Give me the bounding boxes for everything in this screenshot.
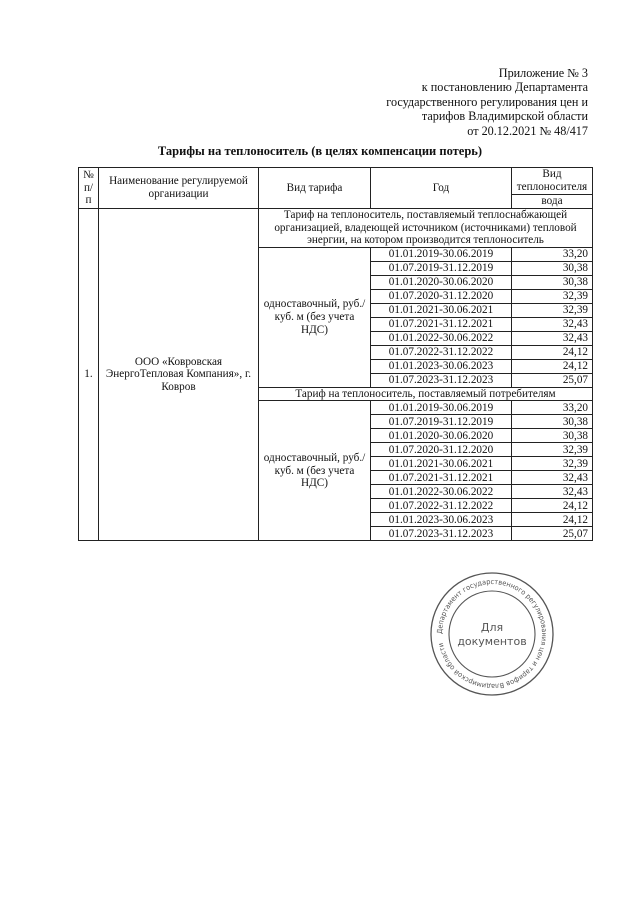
appendix-line: тарифов Владимирской области xyxy=(421,109,588,124)
tariff-value-cell: 24,12 xyxy=(512,359,593,373)
period-cell: 01.07.2020-31.12.2020 xyxy=(371,443,512,457)
header-num: № п/п xyxy=(79,168,99,209)
appendix-header xyxy=(328,66,588,138)
tariff-value-cell: 32,43 xyxy=(512,317,593,331)
tariff-value-cell: 32,39 xyxy=(512,443,593,457)
period-cell: 01.07.2022-31.12.2022 xyxy=(371,499,512,513)
period-cell: 01.01.2021-30.06.2021 xyxy=(371,457,512,471)
period-cell: 01.01.2022-30.06.2022 xyxy=(371,485,512,499)
period-cell: 01.01.2020-30.06.2020 xyxy=(371,429,512,443)
tariff-value-cell: 25,07 xyxy=(512,373,593,387)
section-header-row xyxy=(79,209,593,248)
period-cell: 01.01.2023-30.06.2023 xyxy=(371,359,512,373)
period-cell: 01.07.2021-31.12.2021 xyxy=(371,317,512,331)
period-cell: 01.07.2020-31.12.2020 xyxy=(371,289,512,303)
stamp-ring-text: Департамент государственного регулирования цен и тарифов Владимирской области xyxy=(435,577,549,691)
stamp-center-line-2: документов xyxy=(457,635,527,648)
tariff-type-cell: одноставочный, руб./куб. м (без учета НДС) xyxy=(259,401,371,541)
period-cell: 01.01.2023-30.06.2023 xyxy=(371,513,512,527)
tariff-value-cell: 25,07 xyxy=(512,527,593,541)
tariff-value-cell: 33,20 xyxy=(512,247,593,261)
period-cell: 01.07.2019-31.12.2019 xyxy=(371,415,512,429)
tariff-value-cell: 32,39 xyxy=(512,457,593,471)
section-title-cell: Тариф на теплоноситель, поставляемый теплоснабжающей организацией, владеющей источником (источниками) тепловой энергии, на котором производится теплоноситель xyxy=(259,209,593,248)
period-cell: 01.01.2019-30.06.2019 xyxy=(371,247,512,261)
period-cell: 01.07.2023-31.12.2023 xyxy=(371,527,512,541)
document-title: Тарифы на теплоноситель (в целях компенсации потерь) xyxy=(157,144,483,158)
period-cell: 01.07.2023-31.12.2023 xyxy=(371,373,512,387)
period-cell: 01.01.2019-30.06.2019 xyxy=(371,401,512,415)
tariff-value-cell: 30,38 xyxy=(512,415,593,429)
period-cell: 01.01.2022-30.06.2022 xyxy=(371,331,512,345)
period-cell: 01.07.2022-31.12.2022 xyxy=(371,345,512,359)
tariff-value-cell: 24,12 xyxy=(512,499,593,513)
section-title-cell: Тариф на теплоноситель, поставляемый потребителям xyxy=(259,387,593,401)
header-row xyxy=(79,168,593,195)
appendix-line: от 20.12.2021 № 48/417 xyxy=(467,123,588,138)
header-carrier-water: вода xyxy=(512,195,593,209)
header-organization: Наименование регулируемой организации xyxy=(99,168,259,209)
period-cell: 01.01.2020-30.06.2020 xyxy=(371,275,512,289)
tariff-type-cell: одноставочный, руб./куб. м (без учета НДС) xyxy=(259,247,371,387)
tariff-value-cell: 32,39 xyxy=(512,303,593,317)
tariff-value-cell: 24,12 xyxy=(512,513,593,527)
period-cell: 01.01.2021-30.06.2021 xyxy=(371,303,512,317)
stamp-center-line-1: Для xyxy=(480,621,504,634)
tariff-value-cell: 32,43 xyxy=(512,331,593,345)
appendix-line: к постановлению Департамента xyxy=(421,80,588,95)
appendix-line: Приложение № 3 xyxy=(498,66,588,80)
tariff-value-cell: 24,12 xyxy=(512,345,593,359)
tariff-value-cell: 30,38 xyxy=(512,261,593,275)
tariff-value-cell: 30,38 xyxy=(512,275,593,289)
tariff-value-cell: 32,43 xyxy=(512,485,593,499)
stamp-seal xyxy=(428,570,556,698)
tariff-value-cell: 32,43 xyxy=(512,471,593,485)
header-tariff-kind: Вид тарифа xyxy=(259,168,371,209)
organization-name-cell: ООО «Ковровская ЭнергоТепловая Компания», г. Ковров xyxy=(99,209,259,541)
period-cell: 01.07.2019-31.12.2019 xyxy=(371,261,512,275)
tariff-table xyxy=(78,167,593,541)
header-carrier-kind: Вид теплоносителя xyxy=(512,168,593,195)
period-cell: 01.07.2021-31.12.2021 xyxy=(371,471,512,485)
tariff-value-cell: 30,38 xyxy=(512,429,593,443)
appendix-line: государственного регулирования цен и xyxy=(386,94,588,109)
tariff-value-cell: 33,20 xyxy=(512,401,593,415)
header-year: Год xyxy=(371,168,512,209)
tariff-value-cell: 32,39 xyxy=(512,289,593,303)
row-number-cell: 1. xyxy=(79,209,99,541)
